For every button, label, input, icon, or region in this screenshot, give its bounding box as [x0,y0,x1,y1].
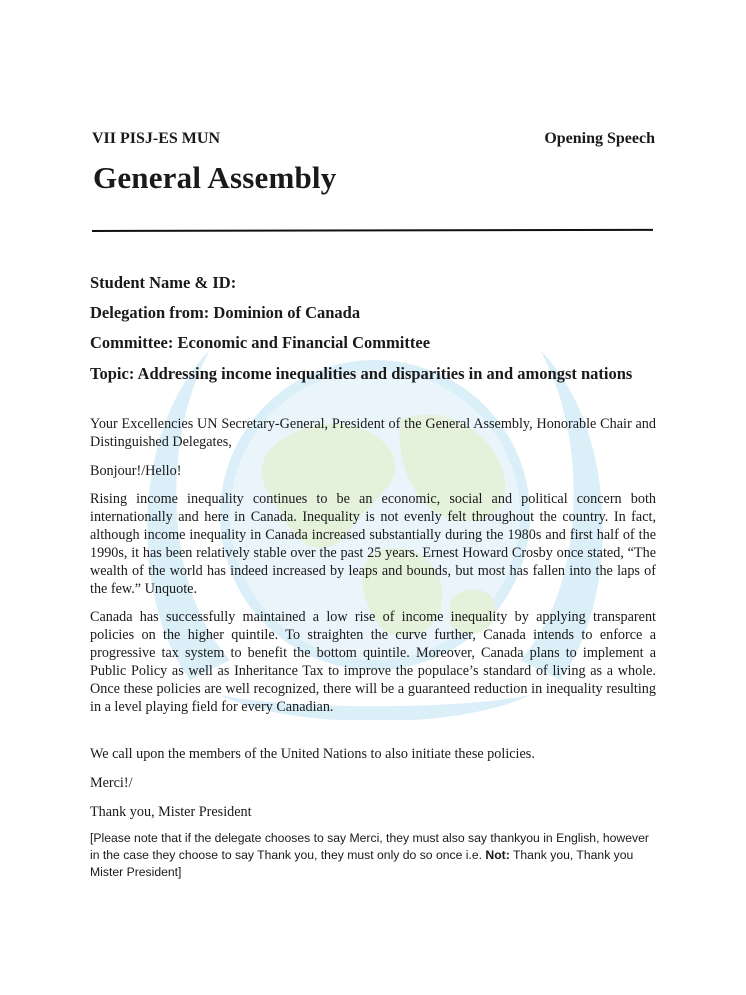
speech-merci: Merci!/ [90,775,133,791]
speech-thanks: Thank you, Mister President [90,804,252,820]
committee-line: Committee: Economic and Financial Committee [90,333,431,352]
note-text-2: Thank you, Thank you Mister President] [90,848,634,879]
document-type: Opening Speech [544,130,655,147]
event-name: VII PISJ-ES MUN [92,130,221,147]
speech-paragraph-1: Rising income inequality continues to be an economic, social and political concern both internationally and here in Canada. Inequality is not evenly felt throughout the country. In fact, although income inequality in Canada increased substantially during the 1980s and first half of the 1990s, it has been relatively stable over the past 25 years. Ernest Howard Crosby once stated, “The wealth of the world has indeed increased by leaps and bounds, but most has fallen into the laps of the few.” Unquote. [90,491,656,597]
speech-call-to-action: We call upon the members of the United Nations to also initiate these policies. [90,746,535,762]
page-title: General Assembly [93,160,337,195]
speech-paragraph-2: Canada has successfully maintained a low rise of income inequality by applying transparent policies on the higher quintile. To straighten the curve further, Canada intends to enforce a progressive tax system to benefit the bottom quintile. Moreover, Canada plans to implement a Public Policy as well as Inheritance Tax to improve the populace’s standard of living as a whole. Once these policies are well recognized, there will be a guaranteed reduction in inequality resulting in a level playing field for every Canadian. [90,609,656,715]
topic-line: Topic: Addressing income inequalities and disparities in and amongst nations [90,364,633,383]
delegate-note [90,830,656,881]
speech-greeting: Bonjour!/Hello! [90,463,182,479]
delegation-line: Delegation from: Dominion of Canada [90,303,361,322]
note-text-1: [Please note that if the delegate chooses to say Merci, they must also say thankyou in English, however in the case they choose to say Thank you, they must only do so once i.e. [90,831,649,862]
speech-salutation: Your Excellencies UN Secretary-General, President of the General Assembly, Honorable Chair and Distinguished Delegates, [90,416,656,450]
student-name-line: Student Name & ID: [90,273,237,292]
title-divider [92,229,653,232]
document-header [92,130,655,148]
note-emphasis: Not: [485,848,510,862]
